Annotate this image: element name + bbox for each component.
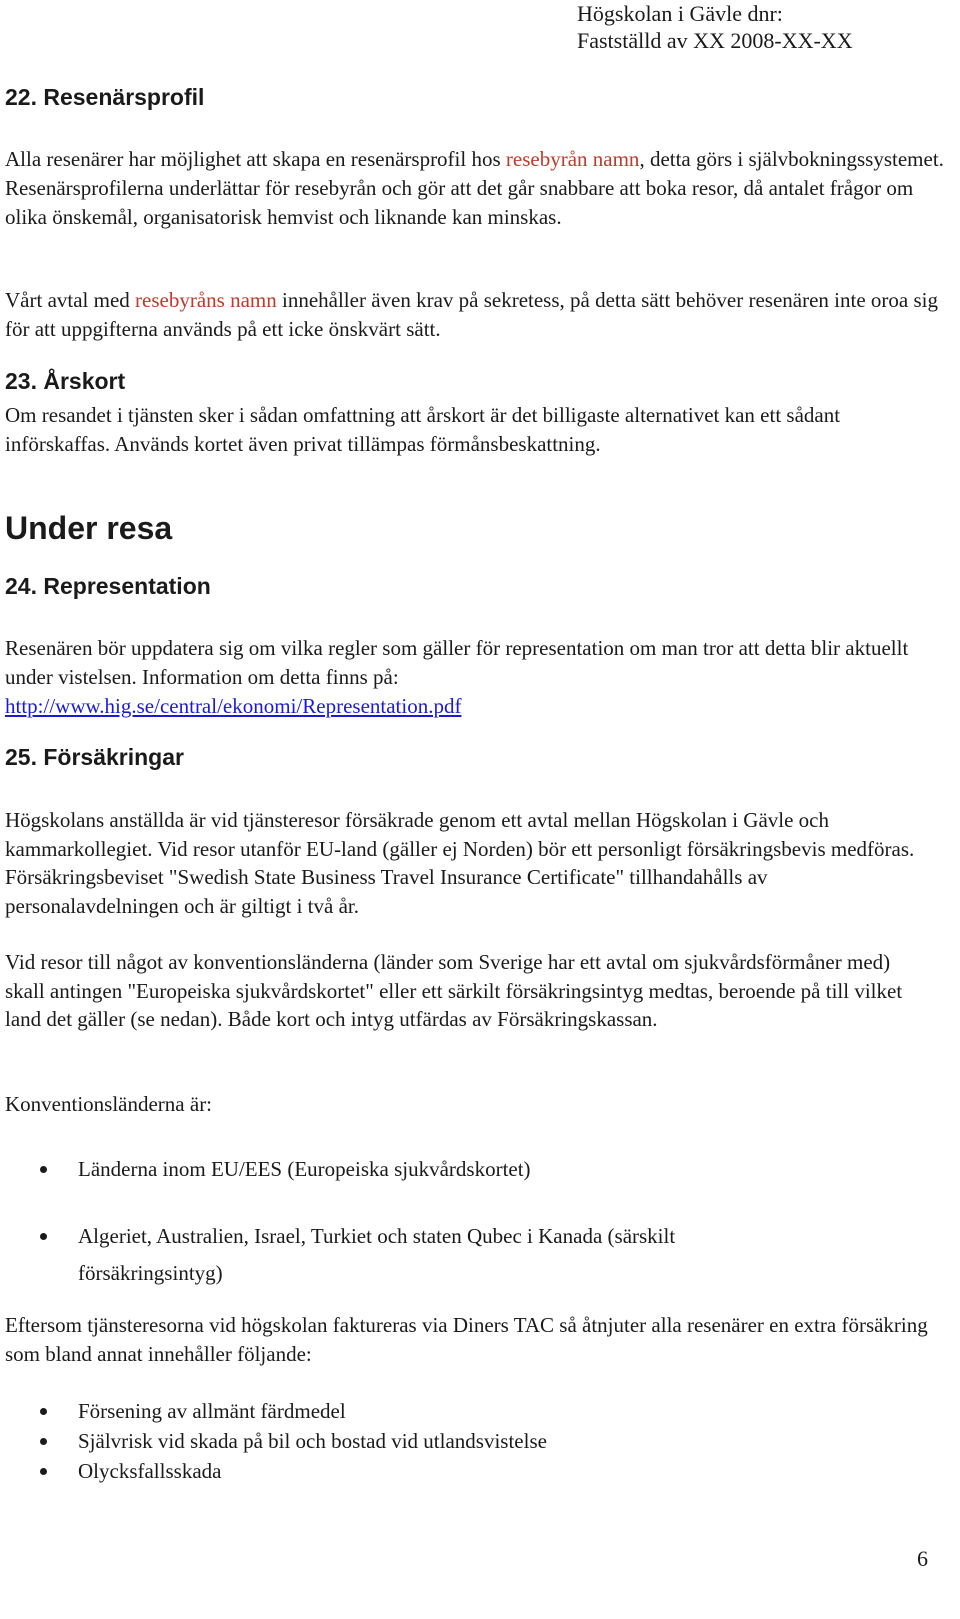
list-item: Algeriet, Australien, Israel, Turkiet och staten Qubec i Kanada (särskilt försäkringsintyg) bbox=[0, 1218, 940, 1292]
text-run: Vårt avtal med bbox=[5, 288, 136, 312]
section-23-paragraph: Om resandet i tjänsten sker i sådan omfattning att årskort är det billigaste alternativet kan ett sådant införskaffas. Används kortet även privat tillämpas förmånsbeskattning. bbox=[5, 403, 841, 456]
list-item: Försening av allmänt färdmedel bbox=[0, 1396, 940, 1426]
text-run: Alla resenärer har möjlighet att skapa en resenärsprofil hos bbox=[5, 147, 506, 171]
section-22-paragraph-1 bbox=[5, 145, 945, 232]
agency-name-placeholder: resebyrån namn bbox=[505, 147, 640, 171]
chapter-heading-under-resa: Under resa bbox=[5, 510, 173, 546]
text-run: , detta görs i självbokningssystemet. Resenärsprofilerna underlättar för resebyrån och gör att det går snabbare att boka resor, då antalet frågor om olika önskemål, organisatorisk hemvist och liknande kan minskas. bbox=[5, 147, 944, 229]
section-25-paragraph-1: Högskolans anställda är vid tjänsteresor försäkrade genom ett avtal mellan Högskolan i Gävle och kammarkollegiet. Vid resor utanför EU-land (gäller ej Norden) bör ett personligt försäkringsbevis medföras. Försäkringsbeviset "Swedish State Business Travel Insurance Certificate" tillhandahålls av personalavdelningen och är giltigt i två år. bbox=[5, 808, 915, 918]
list-item: Självrisk vid skada på bil och bostad vid utlandsvistelse bbox=[0, 1426, 940, 1456]
header-institution: Högskolan i Gävle dnr: bbox=[577, 1, 783, 26]
section-25-heading: 25. Försäkringar bbox=[5, 744, 184, 770]
bullet-icon bbox=[40, 1468, 47, 1475]
section-22-paragraph-2 bbox=[5, 286, 945, 344]
section-22-heading: 22. Resenärsprofil bbox=[5, 84, 205, 110]
bullet-icon bbox=[40, 1408, 47, 1415]
section-24-heading: 24. Representation bbox=[5, 573, 211, 599]
header-approval: Fastställd av XX 2008-XX-XX bbox=[577, 28, 853, 53]
bullet-icon bbox=[40, 1438, 47, 1445]
bullet-icon bbox=[40, 1166, 47, 1173]
section-25-paragraph-4: Eftersom tjänsteresorna vid högskolan faktureras via Diners TAC så åtnjuter alla resenärer en extra försäkring som bland annat innehåller följande: bbox=[5, 1313, 928, 1366]
page-number: 6 bbox=[917, 1546, 928, 1571]
bullet-icon bbox=[40, 1233, 47, 1240]
agency-name-placeholder: resebyråns namn bbox=[135, 288, 277, 312]
text-run: innehåller även krav på sekretess, på detta sätt behöver resenären inte oroa sig för att uppgifterna används på ett icke önskvärt sätt. bbox=[5, 288, 938, 341]
representation-pdf-link[interactable]: http://www.hig.se/central/ekonomi/Representation.pdf bbox=[5, 694, 462, 718]
list-item: Länderna inom EU/EES (Europeiska sjukvårdskortet) bbox=[0, 1151, 940, 1188]
section-25-paragraph-3: Konventionsländerna är: bbox=[5, 1092, 213, 1116]
list-item: Olycksfallsskada bbox=[0, 1456, 940, 1486]
text-run: Resenären bör uppdatera sig om vilka regler som gäller för representation om man tror att detta blir aktuellt under vistelsen. Information om detta finns på: bbox=[5, 636, 909, 689]
section-24-paragraph bbox=[5, 634, 945, 721]
section-25-paragraph-2: Vid resor till något av konventionsländerna (länder som Sverige har ett avtal om sjukvårdsförmåner med) skall antingen "Europeiska sjukvårdskortet" eller ett särkilt försäkringsintyg medtas, beroende på till vilket land det gäller (se nedan). Både kort och intyg utfärdas av Försäkringskassan. bbox=[5, 950, 903, 1031]
section-23-heading: 23. Årskort bbox=[5, 368, 126, 394]
